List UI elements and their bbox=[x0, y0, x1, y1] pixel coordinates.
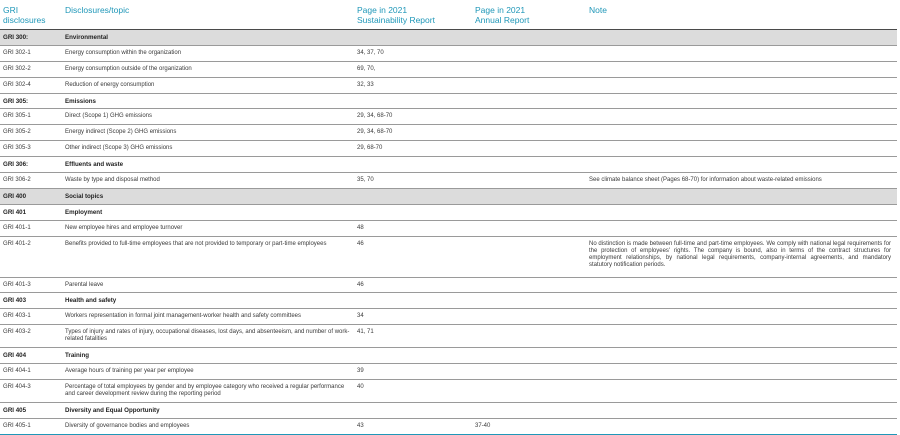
sustainability-report-pages: 29, 34, 68-70 bbox=[357, 113, 393, 120]
header-gri-disclosures: GRI disclosures bbox=[3, 5, 46, 25]
topic-code: GRI 400 bbox=[0, 188, 62, 204]
table-row bbox=[0, 220, 897, 236]
table-row bbox=[0, 380, 897, 403]
topic-title: Environmental bbox=[62, 30, 897, 46]
annual-report-pages bbox=[472, 173, 586, 189]
table-row bbox=[0, 141, 897, 157]
annual-report-pages bbox=[472, 77, 586, 93]
sustainability-report-pages: 29, 68-70 bbox=[357, 145, 383, 152]
annual-report-pages bbox=[472, 141, 586, 157]
note bbox=[586, 309, 897, 325]
disclosure-topic: Reduction of energy consumption bbox=[65, 81, 155, 88]
disclosure-topic: Benefits provided to full-time employees that are not provided to temporary or part-time employees bbox=[65, 240, 327, 247]
disclosure-code: GRI 305-3 bbox=[3, 145, 31, 152]
annual-report-pages bbox=[472, 380, 586, 403]
header-page-sustainability-report: Page in 2021 Sustainability Report bbox=[357, 5, 435, 25]
disclosure-topic: New employee hires and employee turnover bbox=[65, 224, 183, 231]
topic-code: GRI 401 bbox=[3, 208, 27, 216]
disclosure-code: GRI 305-2 bbox=[3, 129, 31, 136]
note bbox=[586, 141, 897, 157]
disclosure-code: GRI 403-2 bbox=[3, 329, 31, 336]
annual-report-pages bbox=[472, 309, 586, 325]
sustainability-report-pages: 29, 34, 68-70 bbox=[357, 129, 393, 136]
disclosure-topic: Energy indirect (Scope 2) GHG emissions bbox=[65, 129, 177, 136]
disclosure-code: GRI 306-2 bbox=[3, 177, 31, 184]
table-header bbox=[0, 0, 897, 30]
disclosure-topic: Workers representation in formal joint management-worker health and safety committees bbox=[65, 313, 301, 320]
table-row bbox=[0, 125, 897, 141]
topic-title: Social topics bbox=[62, 188, 897, 204]
annual-report-pages bbox=[472, 45, 586, 61]
disclosure-code: GRI 401-3 bbox=[3, 281, 31, 288]
sustainability-report-pages: 46 bbox=[357, 281, 364, 288]
disclosure-code: GRI 302-1 bbox=[3, 49, 31, 56]
disclosure-topic: Waste by type and disposal method bbox=[65, 177, 160, 184]
annual-report-pages bbox=[472, 220, 586, 236]
annual-report-pages bbox=[472, 236, 586, 277]
topic-code: GRI 405 bbox=[3, 407, 27, 415]
note: No distinction is made between full-time and part-time employees. We comply with national legal requirements for the protection of employees' rights. The company is bound, also in terms of the contract structures for employment relationships, by national legal requirements, company-internal agreements, and mandatory statutory notification periods. bbox=[589, 240, 891, 268]
disclosure-topic: Parental leave bbox=[65, 281, 104, 288]
sustainability-report-pages: 35, 70 bbox=[357, 177, 374, 184]
note bbox=[586, 220, 897, 236]
topic-title: Diversity and Equal Opportunity bbox=[65, 407, 160, 415]
note bbox=[586, 77, 897, 93]
header-page-annual-report: Page in 2021 Annual Report bbox=[475, 5, 530, 25]
disclosure-code: GRI 405-1 bbox=[3, 422, 31, 429]
topic-header-row bbox=[0, 293, 897, 309]
header-note: Note bbox=[589, 5, 607, 15]
table-row bbox=[0, 364, 897, 380]
annual-report-pages bbox=[472, 277, 586, 293]
topic-code: GRI 403 bbox=[3, 297, 27, 305]
disclosure-code: GRI 305-1 bbox=[3, 113, 31, 120]
disclosure-topic: Energy consumption within the organization bbox=[65, 49, 182, 56]
table-row bbox=[0, 277, 897, 293]
disclosure-code: GRI 403-1 bbox=[3, 313, 31, 320]
annual-report-pages bbox=[472, 109, 586, 125]
disclosure-code: GRI 404-3 bbox=[3, 384, 31, 391]
annual-report-pages bbox=[472, 61, 586, 77]
note bbox=[586, 61, 897, 77]
topic-title: Emissions bbox=[65, 97, 96, 105]
disclosure-topic: Average hours of training per year per employee bbox=[65, 368, 194, 375]
topic-title: Employment bbox=[65, 208, 103, 216]
table-row bbox=[0, 309, 897, 325]
table-row bbox=[0, 236, 897, 277]
annual-report-pages bbox=[472, 325, 586, 348]
disclosure-code: GRI 401-2 bbox=[3, 240, 31, 247]
sustainability-report-pages: 43 bbox=[357, 422, 364, 429]
note bbox=[586, 125, 897, 141]
sustainability-report-pages: 48 bbox=[357, 224, 364, 231]
note bbox=[586, 277, 897, 293]
sustainability-report-pages: 69, 70, bbox=[357, 65, 376, 72]
topic-header-row bbox=[0, 403, 897, 419]
section-header-row bbox=[0, 30, 897, 46]
table-row bbox=[0, 173, 897, 189]
topic-header-row bbox=[0, 204, 897, 220]
header-disclosures-topic: Disclosures/topic bbox=[65, 5, 130, 15]
note bbox=[586, 325, 897, 348]
note: See climate balance sheet (Pages 68-70) for information about waste-related emissions bbox=[589, 177, 822, 184]
table-body bbox=[0, 30, 897, 435]
sustainability-report-pages: 46 bbox=[357, 240, 364, 247]
note bbox=[586, 45, 897, 61]
sustainability-report-pages: 40 bbox=[357, 384, 364, 391]
disclosure-topic: Percentage of total employees by gender and by employee category who received a regular performance and career development review during the reporting period bbox=[65, 384, 345, 398]
topic-title: Effluents and waste bbox=[65, 161, 124, 169]
disclosure-code: GRI 401-1 bbox=[3, 224, 31, 231]
note bbox=[586, 364, 897, 380]
disclosure-code: GRI 302-4 bbox=[3, 81, 31, 88]
sustainability-report-pages: 34 bbox=[357, 313, 364, 320]
table-row bbox=[0, 61, 897, 77]
topic-code: GRI 306: bbox=[3, 161, 29, 169]
disclosure-topic: Other indirect (Scope 3) GHG emissions bbox=[65, 145, 173, 152]
disclosure-code: GRI 302-2 bbox=[3, 65, 31, 72]
header-row bbox=[0, 0, 897, 30]
annual-report-pages: 37-40 bbox=[475, 422, 491, 429]
table-row bbox=[0, 77, 897, 93]
topic-title: Training bbox=[65, 352, 90, 360]
disclosure-topic: Diversity of governance bodies and employees bbox=[65, 422, 190, 429]
section-header-row bbox=[0, 188, 897, 204]
disclosure-code: GRI 404-1 bbox=[3, 368, 31, 375]
note bbox=[586, 109, 897, 125]
annual-report-pages bbox=[472, 125, 586, 141]
table-row bbox=[0, 109, 897, 125]
topic-header-row bbox=[0, 93, 897, 109]
disclosure-topic: Types of injury and rates of injury, occupational diseases, lost days, and absenteeism, and number of work-related fatalities bbox=[65, 329, 350, 343]
disclosure-topic: Energy consumption outside of the organization bbox=[65, 65, 192, 72]
topic-code: GRI 305: bbox=[3, 97, 29, 105]
topic-code: GRI 300: bbox=[0, 30, 62, 46]
topic-title: Health and safety bbox=[65, 297, 117, 305]
sustainability-report-pages: 34, 37, 70 bbox=[357, 49, 384, 56]
table-row bbox=[0, 325, 897, 348]
topic-header-row bbox=[0, 348, 897, 364]
note bbox=[586, 380, 897, 403]
table-row bbox=[0, 45, 897, 61]
annual-report-pages bbox=[472, 364, 586, 380]
sustainability-report-pages: 39 bbox=[357, 368, 364, 375]
disclosure-topic: Direct (Scope 1) GHG emissions bbox=[65, 113, 153, 120]
topic-header-row bbox=[0, 157, 897, 173]
topic-code: GRI 404 bbox=[3, 352, 27, 360]
sustainability-report-pages: 32, 33 bbox=[357, 81, 374, 88]
sustainability-report-pages: 41, 71 bbox=[357, 329, 374, 336]
